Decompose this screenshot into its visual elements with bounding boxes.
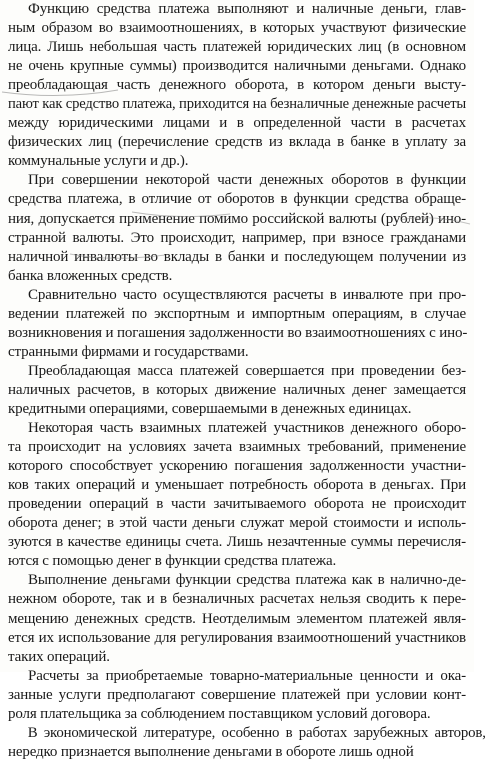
- text-line: ются с помощью денег в функции средства платежа.: [8, 553, 337, 570]
- text-line: Преобладающая масса платежей совершается при проведении без-: [28, 362, 466, 379]
- text-line: странной валюты. Это происходит, например, при взносе гражданами: [8, 229, 466, 246]
- paragraph: [8, 362, 466, 419]
- text-line: нежном обороте, так и в безналичных расчетах нельзя сводить к пере-: [8, 591, 466, 608]
- text-line: ведении платежей по экспортным и импортным операциям, в случае: [8, 305, 466, 322]
- text-line: физических лиц (перечисление средств из вклада в банке в уплату за: [8, 134, 466, 151]
- text-line: зуются в качестве единицы счета. Лишь незачтенные суммы перечисля-: [8, 534, 466, 551]
- text-line: ков таких операций и уменьшает потребность оборота в деньгах. При: [8, 477, 466, 494]
- text-line: не очень крупные суммы) производится наличными деньгами. Однако: [8, 58, 466, 75]
- text-line: Выполнение деньгами функции средства платежа как в налично-де-: [28, 572, 466, 589]
- text-line: лица. Лишь небольшая часть платежей юридических лиц (в основном: [8, 39, 466, 56]
- text-line: оборота денег; в этой части деньги служат мерой стоимости и исполь-: [8, 515, 466, 532]
- document-text: [8, 0, 486, 762]
- text-line: наличных расчетов, в которых движение наличных денег замещается: [8, 381, 466, 398]
- paragraph: [8, 0, 466, 171]
- text-line: между юридическими лицами и в определенной части в расчетах: [8, 115, 466, 132]
- text-line: возникновения и погашения задолженности во взаимоотношениях с ино-: [8, 324, 468, 341]
- paragraph: [8, 667, 466, 724]
- text-line: В экономической литературе, особенно в работах зарубежных авторов,: [27, 724, 486, 741]
- text-line: кредитными операциями, совершаемыми в денежных единицах.: [8, 400, 412, 417]
- paragraph: [8, 724, 486, 762]
- text-line: Некоторая часть взаимных платежей участников денежного оборо-: [28, 420, 466, 437]
- text-line: преобладающая часть денежного оборота, в котором деньги высту-: [8, 77, 466, 94]
- text-line: При совершении некоторой части денежных оборотов в функции: [28, 172, 466, 189]
- text-line: та происходит на условиях зачета взаимных требований, применение: [8, 439, 466, 456]
- text-line: ным образом во взаимоотношениях, в которых участвуют физические: [8, 20, 466, 37]
- paragraph: [8, 571, 466, 666]
- text-line: ется их использование для регулирования взаимоотношений участников: [8, 629, 466, 646]
- text-line: средства платежа, в отличие от оборотов в функции средства обраще-: [8, 191, 466, 208]
- text-line: странными фирмами и государствами.: [8, 343, 249, 360]
- text-line: которого способствует ускорению погашения задолженности участни-: [8, 458, 466, 475]
- text-line: занные услуги предполагают совершение платежей при условии конт-: [8, 686, 466, 703]
- text-line: таких операций.: [8, 648, 110, 665]
- text-line: проведении операций в части зачитываемого оборота не происходит: [8, 496, 466, 513]
- text-line: ния, допускается применение помимо российской валюты (рублей) ино-: [8, 210, 466, 227]
- text-line: пают как средство платежа, приходится на безналичные денежные расчеты: [8, 96, 467, 113]
- text-line: мещению денежных средств. Неотделимым элементом платежей явля-: [8, 610, 466, 627]
- text-line: Расчеты за приобретаемые товарно-материальные ценности и ока-: [28, 667, 466, 684]
- text-line: Сравнительно часто осуществляются расчеты в инвалюте при про-: [28, 286, 466, 303]
- text-line: нередко признается выполнение деньгами в обороте лишь одной: [8, 743, 414, 760]
- text-line: банка вложенных средств.: [8, 267, 173, 284]
- text-line: коммунальные услуги и др.).: [8, 153, 189, 170]
- text-line: роля плательщика за соблюдением поставщиком условий договора.: [8, 705, 431, 722]
- paragraph: [8, 171, 466, 285]
- paragraph: [8, 286, 466, 362]
- text-line: наличной инвалюты во вклады в банки и последующем получении из: [8, 248, 466, 265]
- paragraph: [8, 419, 466, 571]
- text-line: Функцию средства платежа выполняют и наличные деньги, глав-: [28, 1, 466, 17]
